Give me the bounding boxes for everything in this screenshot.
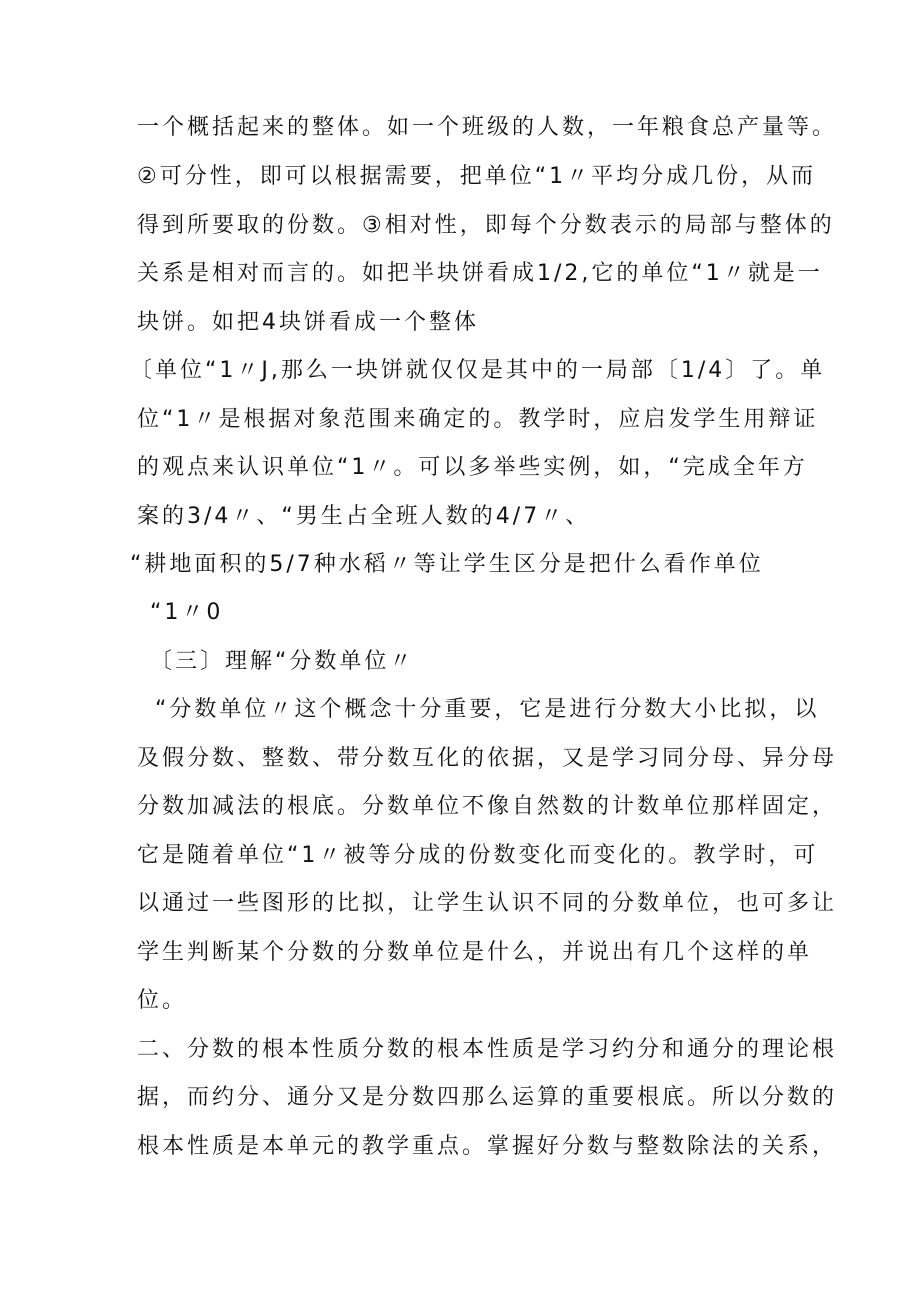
text-line: 以通过一些图形的比拟，让学生认识不同的分数单位，也可多让 [137, 891, 838, 916]
text-line: “1〃0 [150, 600, 224, 625]
text-line: 位“1〃是根据对象范围来确定的。教学时，应启发学生用辩证 [137, 407, 819, 432]
text-line: 的观点来认识单位“1〃。可以多举些实例，如，“完成全年方 [137, 455, 808, 480]
text-line: 据，而约分、通分又是分数四那么运算的重要根底。所以分数的 [137, 1085, 838, 1110]
text-line: 案的3/4〃、“男生占全班人数的4/7〃、 [137, 504, 591, 529]
text-line: 块饼。如把4块饼看成一个整体 [137, 310, 479, 335]
text-line: 根本性质是本单元的教学重点。掌握好分数与整数除法的关系， [137, 1134, 838, 1159]
text-line: 〔单位“1〃J,那么一块饼就仅仅是其中的一局部〔1/4〕了。单 [130, 358, 826, 383]
text-line: 二、分数的根本性质分数的根本性质是学习约分和通分的理论根 [137, 1037, 838, 1062]
text-line: 及假分数、整数、带分数互化的依据，又是学习同分母、异分母 [137, 746, 838, 771]
text-line: ②可分性，即可以根据需要，把单位“1〃平均分成几份，从而 [137, 164, 817, 189]
section-heading: 〔三〕理解“分数单位〃 [150, 649, 415, 674]
text-line: 一个概括起来的整体。如一个班级的人数，一年粮食总产量等。 [137, 115, 838, 140]
text-line: 分数加减法的根底。分数单位不像自然数的计数单位那样固定， [137, 794, 838, 819]
text-line: “耕地面积的5/7种水稻〃等让学生区分是把什么看作单位 [130, 552, 764, 577]
text-line: 得到所要取的份数。③相对性，即每个分数表示的局部与整体的 [137, 213, 835, 238]
text-line: “分数单位〃这个概念十分重要，它是进行分数大小比拟，以 [155, 697, 820, 722]
text-line: 它是随着单位“1〃被等分成的份数变化而变化的。教学时，可 [137, 843, 819, 868]
text-line: 位。 [137, 988, 188, 1013]
text-line: 学生判断某个分数的分数单位是什么，并说出有几个这样的单 [137, 940, 813, 965]
text-line: 关系是相对而言的。如把半块饼看成1/2,它的单位“1〃就是一 [137, 261, 823, 286]
